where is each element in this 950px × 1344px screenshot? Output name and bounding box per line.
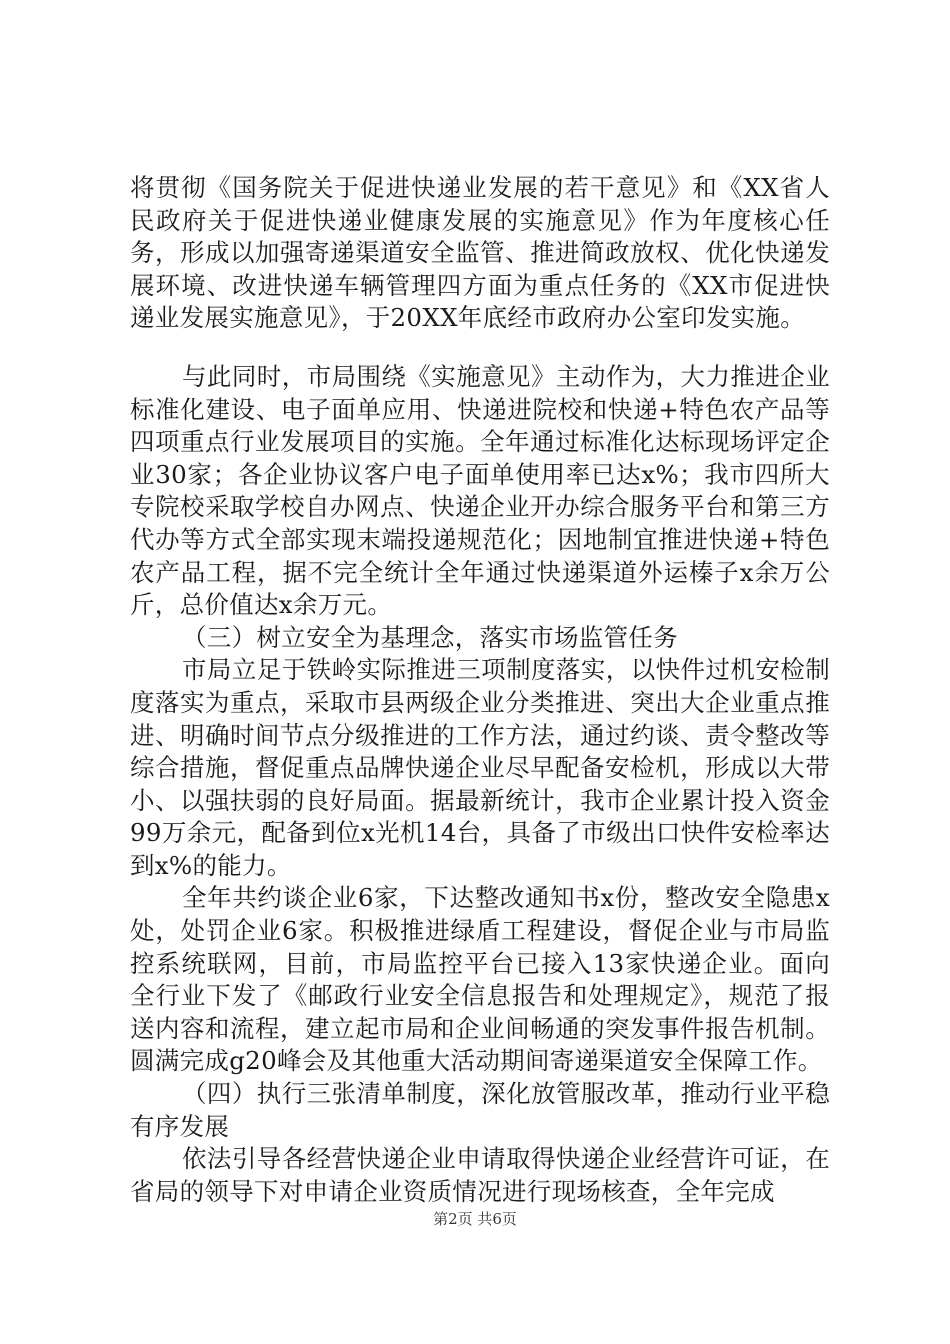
paragraph-security-inspection: 市局立足于铁岭实际推进三项制度落实，以快件过机安检制度落实为重点，采取市县两级企业分类推进、突出大企业重点推进、明确时间节点分级推进的工作方法，通过约谈、责令整改等综合措施，督促重点品牌快递企业尽早配备安检机，形成以大带小、以强扶弱的良好局面。据最新统计，我市企业累计投入资金99万余元，配备到位x光机14台，具备了市级出口快件安检率达到x%的能力。 [130, 655, 830, 880]
paragraph-industry-projects: 与此同时，市局围绕《实施意见》主动作为，大力推进企业标准化建设、电子面单应用、快递进院校和快递+特色农产品等四项重点行业发展项目的实施。全年通过标准化达标现场评定企业30家；各企业协议客户电子面单使用率已达x%；我市四所大专院校采取学校自办网点、快递企业开办综合服务平台和第三方代办等方式全部实现末端投递规范化；因地制宜推进快递+特色农产品工程，据不完全统计全年通过快递渠道外运榛子x余万公斤，总价值达x余万元。 [130, 361, 830, 620]
document-body [130, 172, 830, 1208]
paragraph-enforcement: 全年共约谈企业6家，下达整改通知书x份，整改安全隐患x处，处罚企业6家。积极推进绿盾工程建设，督促企业与市局监控系统联网，目前，市局监控平台已接入13家快递企业。面向全行业下发了《邮政行业安全信息报告和处理规定》，规范了报送内容和流程，建立起市局和企业间畅通的突发事件报告机制。圆满完成g20峰会及其他重大活动期间寄递渠道安全保障工作。 [130, 883, 831, 1076]
page-number-footer: 第2页 共6页 [433, 1210, 517, 1228]
section-heading-reform: （四）执行三张清单制度，深化放管服改革，推动行业平稳有序发展 [130, 1079, 830, 1141]
paragraph-licensing: 依法引导各经营快递企业申请取得快递企业经营许可证，在省局的领导下对申请企业资质情况进行现场核查，全年完成 [130, 1144, 830, 1206]
paragraph-policy-implementation: 将贯彻《国务院关于促进快递业发展的若干意见》和《XX省人民政府关于促进快递业健康发展的实施意见》作为年度核心任务，形成以加强寄递渠道安全监管、推进简政放权、优化快递发展环境、改进快递车辆管理四方面为重点任务的《XX市促进快递业发展实施意见》，于20XX年底经市政府办公室印发实施。 [130, 173, 830, 333]
section-heading-safety: （三）树立安全为基理念，落实市场监管任务 [182, 622, 678, 652]
